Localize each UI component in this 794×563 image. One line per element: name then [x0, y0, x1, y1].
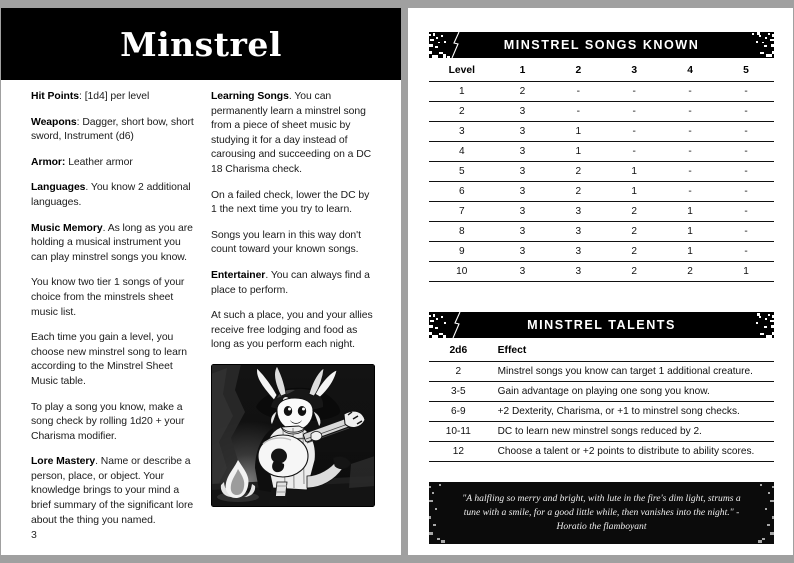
songs-count-cell: 1 [550, 142, 606, 162]
body-paragraph: Hit Points: [1d4] per level [31, 91, 150, 102]
minstrel-songs-known-table [429, 58, 774, 282]
songs-count-cell: 3 [495, 222, 551, 242]
table-row [429, 102, 774, 122]
songs-table-banner [429, 32, 774, 58]
paragraph-text: You know 2 additional languages. [31, 182, 191, 208]
songs-count-cell: - [718, 202, 774, 222]
talent-effect-cell: Minstrel songs you know can target 1 additional creature. [488, 362, 774, 382]
table-row [429, 382, 774, 402]
table-row [429, 442, 774, 462]
talents-table-banner [429, 312, 774, 338]
songs-count-cell: 3 [495, 122, 551, 142]
songs-column-header: 3 [631, 65, 638, 76]
talent-roll-cell: 3-5 [429, 382, 488, 402]
paragraph-heading: Armor: [31, 156, 66, 168]
minstrel-talents-table [429, 338, 774, 462]
page-title: Minstrel [120, 24, 282, 64]
paragraph-text: You can always find a place to perform. [211, 269, 370, 296]
songs-count-cell: - [606, 82, 662, 102]
songs-level-cell: 7 [429, 202, 495, 222]
paragraph-text: You know two tier 1 songs of your choice from the minstrels sheet music list. [31, 277, 185, 318]
songs-table-body [429, 82, 774, 282]
songs-count-cell: 3 [495, 262, 551, 282]
body-paragraph [211, 229, 375, 258]
songs-count-cell: - [606, 102, 662, 122]
songs-count-cell: 1 [718, 262, 774, 282]
songs-level-cell: 3 [429, 122, 495, 142]
talent-roll-cell: 12 [429, 442, 488, 462]
songs-count-cell: - [718, 122, 774, 142]
talent-roll-cell: 10-11 [429, 422, 488, 442]
songs-count-cell: 2 [495, 82, 551, 102]
class-title-banner [1, 8, 401, 80]
talents-table-title: MINSTREL TALENTS [527, 318, 676, 332]
paragraph-heading: Weapons [31, 116, 77, 128]
column-two [211, 90, 375, 539]
songs-count-cell: 3 [495, 162, 551, 182]
talent-effect-cell: Choose a talent or +2 points to distribute to ability scores. [488, 442, 774, 462]
songs-count-cell: - [718, 222, 774, 242]
songs-count-cell: 3 [550, 222, 606, 242]
right-page [408, 8, 793, 555]
table-row [429, 262, 774, 282]
songs-count-cell: 3 [495, 182, 551, 202]
songs-column-header: 5 [743, 65, 749, 76]
songs-level-cell: 10 [429, 262, 495, 282]
paragraph-text: On a failed check, lower the DC by 1 the next time you try to learn. [211, 189, 370, 216]
table-row [429, 182, 774, 202]
talent-effect-cell: +2 Dexterity, Charisma, or +1 to minstrel song checks. [488, 402, 774, 422]
songs-count-cell: 1 [662, 202, 718, 222]
page-number-left: 3 [31, 529, 37, 541]
body-paragraph [31, 276, 195, 320]
songs-count-cell: - [662, 122, 718, 142]
songs-count-cell: 1 [606, 182, 662, 202]
talent-roll-cell: 6-9 [429, 402, 488, 422]
body-paragraph: Weapons: Dagger, short bow, short sword, Instrument (d6) [31, 116, 194, 143]
songs-count-cell: 3 [550, 202, 606, 222]
songs-count-cell: 3 [495, 102, 551, 122]
songs-level-cell: 4 [429, 142, 495, 162]
paragraph-text: [1d4] per level [84, 91, 150, 102]
talents-table-head [429, 338, 774, 362]
songs-count-cell: - [718, 162, 774, 182]
left-page-columns [31, 90, 376, 539]
songs-count-cell: - [662, 82, 718, 102]
minstrel-illustration [211, 364, 375, 507]
talents-header-row [429, 338, 774, 362]
paragraph-text: Each time you gain a level, you choose new minstrel song to learn according to the Minstrel Sheet Music table. [31, 332, 188, 387]
paragraph-text: Dagger, short bow, short sword, Instrument (d6) [31, 116, 194, 143]
songs-count-cell: 1 [662, 222, 718, 242]
body-paragraph: Languages. You know 2 additional languages. [31, 182, 191, 208]
songs-count-cell: - [550, 82, 606, 102]
songs-level-cell: 8 [429, 222, 495, 242]
paragraph-text: At such a place, you and your allies receive free lodging and food as long as you perform each night. [211, 310, 373, 351]
songs-count-cell: - [718, 82, 774, 102]
paragraph-heading: Languages [31, 182, 86, 194]
songs-count-cell: - [662, 182, 718, 202]
songs-count-cell: 3 [550, 242, 606, 262]
songs-header-row [429, 58, 774, 82]
songs-column-header: 4 [687, 65, 693, 76]
songs-count-cell: 2 [662, 262, 718, 282]
body-paragraph: Learning Songs. You can permanently learn a minstrel song from a piece of sheet music by studying it for a day instead of carousing and succeeding on a DC 18 Charisma check. [211, 91, 372, 175]
table-row [429, 402, 774, 422]
paragraph-heading: Music Memory [31, 222, 103, 234]
songs-column-header: 2 [575, 65, 582, 76]
paragraph-text: As long as you are holding a musical instrument you can play minstrel songs you know. [31, 222, 193, 263]
body-paragraph: Music Memory. As long as you are holding a musical instrument you can play minstrel songs you know. [31, 222, 193, 263]
songs-count-cell: - [718, 242, 774, 262]
paragraph-text: Leather armor [68, 156, 133, 168]
table-row [429, 422, 774, 442]
body-paragraph [31, 156, 195, 171]
grunge-texture-left-icon [429, 312, 501, 338]
songs-level-cell: 6 [429, 182, 495, 202]
songs-column-header: 1 [519, 65, 526, 76]
table-row [429, 362, 774, 382]
table-row [429, 222, 774, 242]
songs-count-cell: 2 [550, 162, 606, 182]
songs-count-cell: - [718, 182, 774, 202]
songs-count-cell: 2 [606, 202, 662, 222]
talent-effect-cell: Gain advantage on playing one song you know. [488, 382, 774, 402]
talents-table-body [429, 362, 774, 462]
songs-table-title: MINSTREL SONGS KNOWN [503, 38, 700, 52]
songs-count-cell: - [718, 102, 774, 122]
talent-roll-cell: 2 [429, 362, 488, 382]
table-row [429, 122, 774, 142]
songs-level-cell: 2 [429, 102, 495, 122]
paragraph-heading: Learning Songs [211, 91, 289, 102]
table-row [429, 242, 774, 262]
songs-count-cell: 3 [550, 262, 606, 282]
flavor-quote-box [429, 482, 774, 544]
songs-count-cell: - [606, 122, 662, 142]
songs-count-cell: 3 [495, 202, 551, 222]
paragraph-text: You can permanently learn a minstrel song from a piece of sheet music by studying it for a day instead of carousing and succeeding on a DC 18 Charisma check. [211, 91, 372, 175]
songs-count-cell: - [662, 142, 718, 162]
paragraph-heading: Lore Mastery [31, 456, 96, 468]
body-paragraph [31, 401, 195, 445]
songs-count-cell: - [718, 142, 774, 162]
grunge-texture-right-icon [702, 32, 774, 58]
table-row [429, 82, 774, 102]
songs-count-cell: 3 [495, 242, 551, 262]
songs-column-header: Level [448, 65, 475, 76]
songs-level-cell: 1 [429, 82, 495, 102]
paragraph-text: Songs you learn in this way don't count toward your known songs. [211, 229, 361, 256]
table-row [429, 162, 774, 182]
songs-count-cell: 2 [550, 182, 606, 202]
body-paragraph [211, 309, 375, 353]
left-page [1, 8, 401, 555]
songs-count-cell: 2 [606, 242, 662, 262]
songs-count-cell: 1 [606, 162, 662, 182]
talent-effect-cell: DC to learn new minstrel songs reduced by 2. [488, 422, 774, 442]
body-paragraph: Entertainer. You can always find a place to perform. [211, 269, 370, 296]
songs-table-head [429, 58, 774, 82]
songs-count-cell: - [550, 102, 606, 122]
songs-count-cell: - [662, 162, 718, 182]
grunge-texture-left-icon [429, 32, 501, 58]
songs-count-cell: - [606, 142, 662, 162]
paragraph-heading: Hit Points [31, 91, 79, 102]
grunge-texture-right-icon [702, 312, 774, 338]
body-paragraph: Lore Mastery. Name or describe a person, place, or object. Your knowledge brings to your mind a brief summary of the significant lore about the thing you named. [31, 456, 194, 526]
body-paragraph [211, 189, 375, 218]
songs-level-cell: 5 [429, 162, 495, 182]
flavor-quote-text: "A halfling so merry and bright, with lute in the fire's dim light, strums a tune with a smile, for a good little while, then vanishes into the night." - Horatio the flamboyant [462, 493, 741, 532]
songs-count-cell: 1 [662, 242, 718, 262]
table-row [429, 202, 774, 222]
body-paragraph [31, 331, 195, 389]
songs-count-cell: 3 [495, 142, 551, 162]
paragraph-heading: Entertainer [211, 269, 266, 281]
talents-column-header: Effect [497, 345, 527, 356]
songs-count-cell: 1 [550, 122, 606, 142]
paragraph-text: To play a song you know, make a song check by rolling 1d20 + your Charisma modifier. [31, 401, 185, 442]
column-one [31, 90, 195, 539]
talents-column-header: 2d6 [449, 345, 468, 356]
songs-count-cell: 2 [606, 222, 662, 242]
songs-count-cell: 2 [606, 262, 662, 282]
songs-level-cell: 9 [429, 242, 495, 262]
table-row [429, 142, 774, 162]
paragraph-text: Name or describe a person, place, or object. Your knowledge brings to your mind a brief summary of the significant lore about the thing you named. [31, 456, 194, 526]
songs-count-cell: - [662, 102, 718, 122]
